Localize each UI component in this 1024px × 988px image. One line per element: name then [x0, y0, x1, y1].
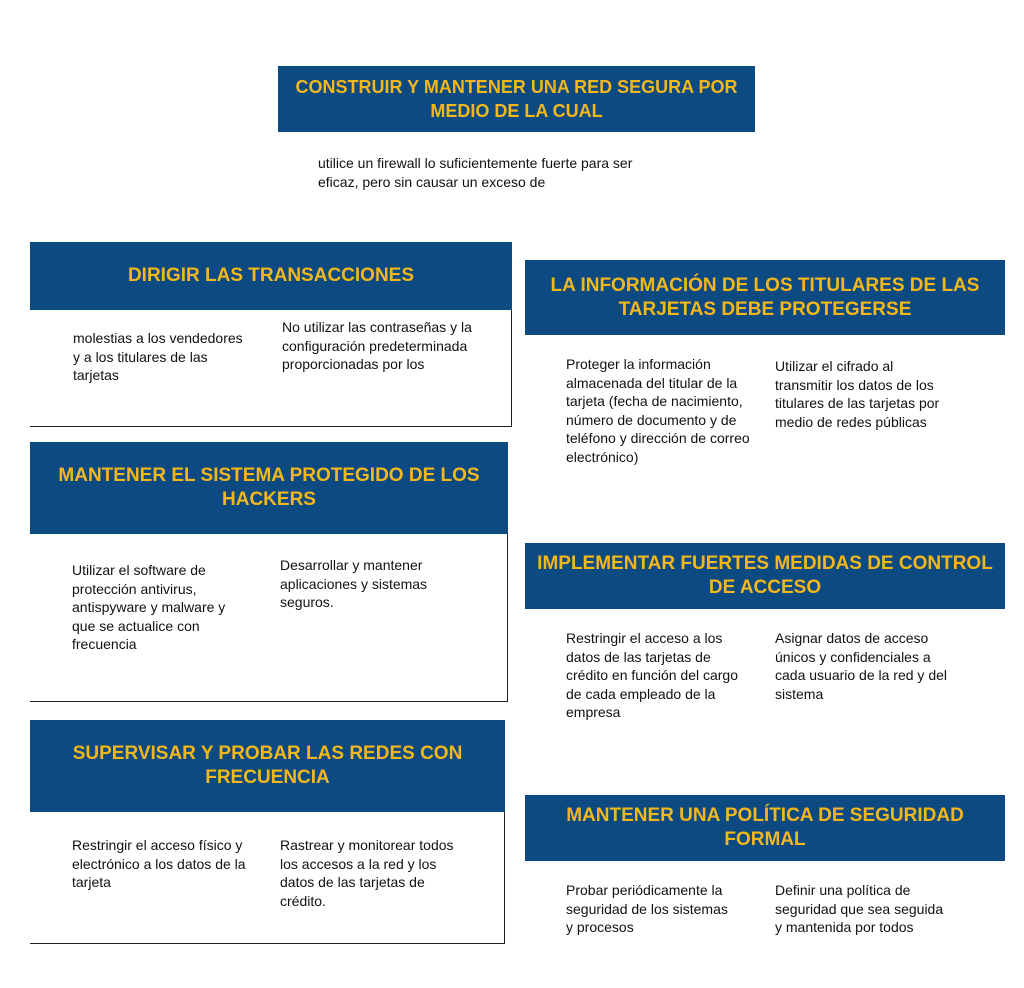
left-text-transactions-col1: molestias a los vendedores y a los titulares de las tarjetas	[73, 330, 243, 383]
right-text-policy-col2: Definir una política de seguridad que sea seguida y mantenida por todos	[775, 882, 944, 935]
left-text-networks-col2: Rastrear y monitorear todos los accesos a la red y los datos de las tarjetas de crédito.	[280, 837, 454, 909]
right-title-cardholder: LA INFORMACIÓN DE LOS TITULARES DE LAS TARJETAS DEBE PROTEGERSE	[550, 274, 980, 320]
right-title-access: IMPLEMENTAR FUERTES MEDIDAS DE CONTROL DE ACCESO	[537, 553, 993, 598]
left-header-hackers	[30, 442, 508, 534]
right-text-access-col2: Asignar datos de acceso únicos y confidenciales a cada usuario de la red y del sistema	[775, 630, 947, 702]
intro-text: utilice un firewall lo suficientemente fuerte para ser eficaz, pero sin causar un exceso de	[318, 155, 633, 190]
right-text-policy-col1: Probar periódicamente la seguridad de los sistemas y procesos	[566, 882, 728, 935]
left-header-networks	[30, 720, 505, 812]
right-text-access-col1: Restringir el acceso a los datos de las tarjetas de crédito en función del cargo de cada empleado de la empresa	[566, 630, 738, 720]
intro-title: CONSTRUIR Y MANTENER UNA RED SEGURA POR MEDIO DE LA CUAL	[295, 77, 738, 121]
left-title-hackers: MANTENER EL SISTEMA PROTEGIDO DE LOS HACKERS	[58, 465, 480, 510]
left-title-transactions: DIRIGIR LAS TRANSACCIONES	[127, 265, 415, 286]
left-text-networks-col1: Restringir el acceso físico y electrónico a los datos de la tarjeta	[72, 837, 246, 890]
right-text-cardholder-col2: Utilizar el cifrado al transmitir los datos de los titulares de las tarjetas por medio de redes públicas	[775, 358, 940, 430]
left-header-transactions	[30, 242, 512, 310]
right-title-policy: MANTENER UNA POLÍTICA DE SEGURIDAD FORMAL	[566, 805, 964, 850]
right-text-cardholder-col1: Proteger la información almacenada del titular de la tarjeta (fecha de nacimiento, número de documento y de teléfono y dirección de correo electrónico)	[566, 356, 750, 465]
right-header-access	[525, 543, 1005, 609]
left-text-hackers-col2: Desarrollar y mantener aplicaciones y sistemas seguros.	[280, 557, 428, 610]
right-header-policy	[525, 795, 1005, 861]
left-title-networks: SUPERVISAR Y PROBAR LAS REDES CON FRECUENCIA	[72, 743, 463, 788]
right-header-cardholder	[525, 260, 1005, 335]
intro-header	[278, 66, 755, 132]
left-text-transactions-col2: No utilizar las contraseñas y la configuración predeterminada proporcionadas por los	[282, 319, 472, 372]
left-text-hackers-col1: Utilizar el software de protección antivirus, antispyware y malware y que se actualice con frecuencia	[72, 562, 226, 652]
